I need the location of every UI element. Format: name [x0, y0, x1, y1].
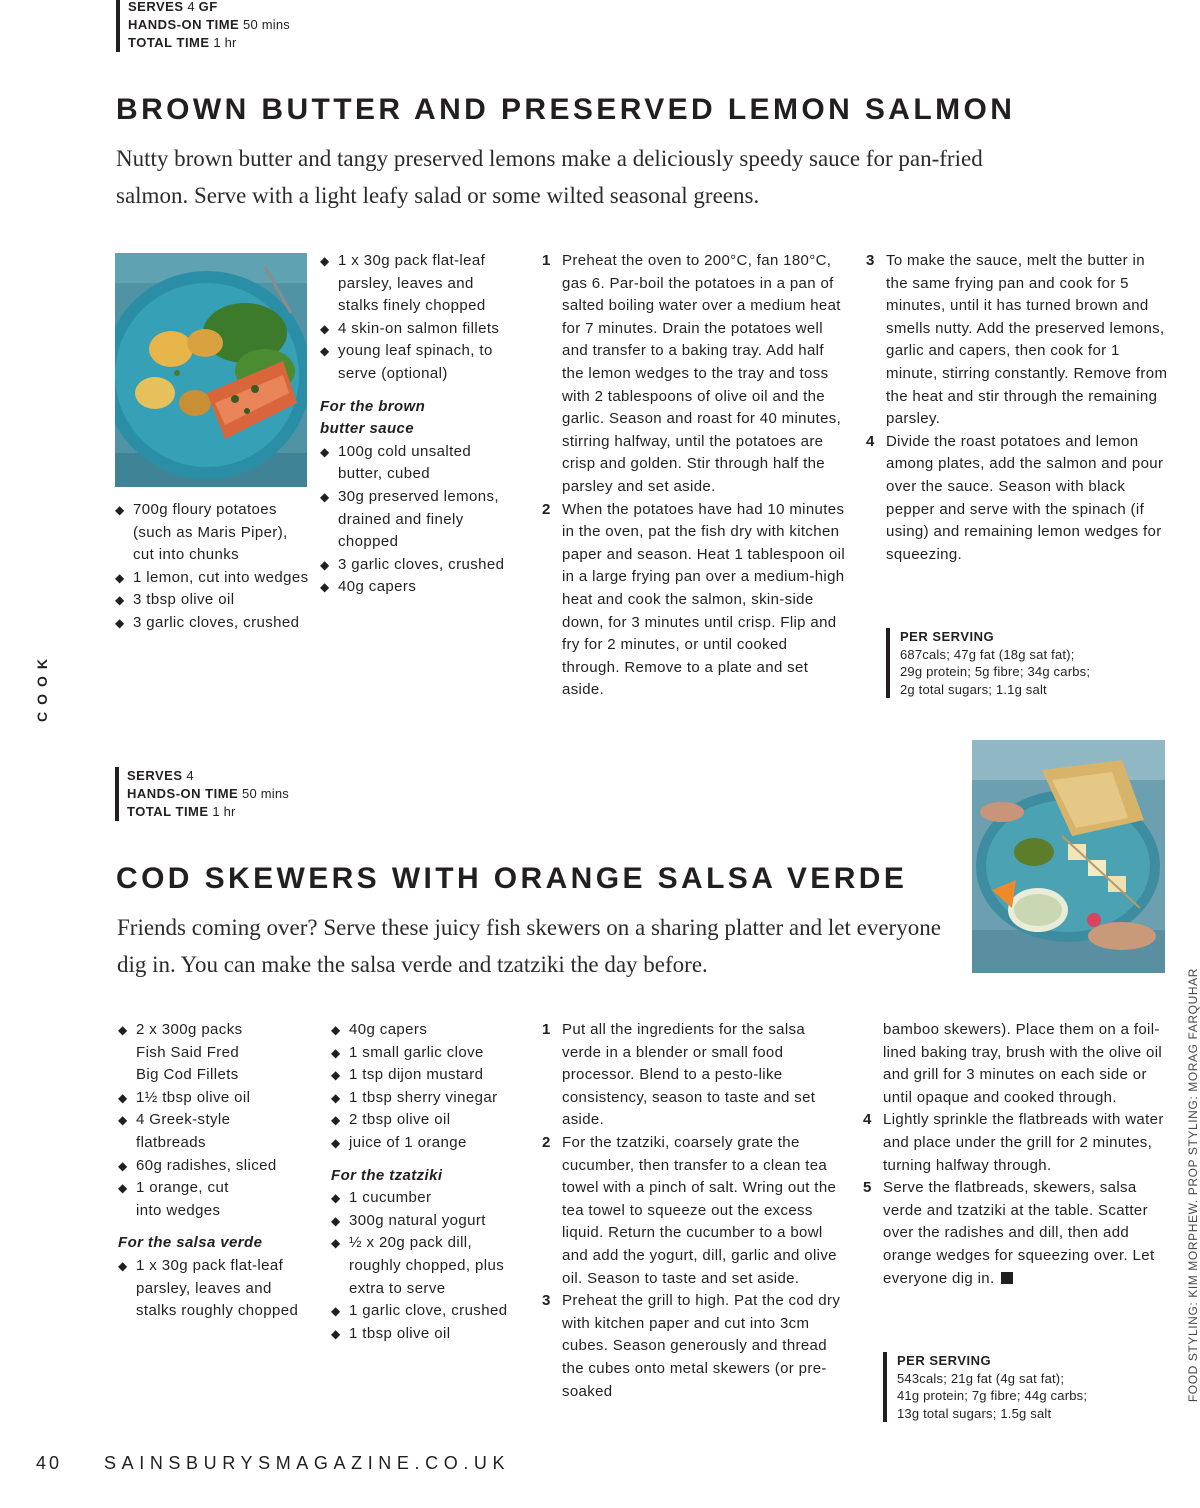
ingredient-item: ◆ 300g natural yogurt — [331, 1210, 531, 1233]
page-number: 40 — [36, 1453, 63, 1473]
ingredient-item: ◆ 1 tbsp sherry vinegar — [331, 1087, 531, 1110]
ingredient-item: ◆ ½ x 20g pack dill, roughly chopped, plus extra to serve — [331, 1232, 509, 1300]
recipe1-ingredients-b — [320, 250, 515, 599]
salmon-dish-photo — [115, 253, 307, 487]
step-number: 1 — [542, 252, 551, 269]
magazine-site: SAINSBURYSMAGAZINE.CO.UK — [104, 1453, 511, 1473]
step-text: Preheat the grill to high. Pat the cod dry with kitchen paper and cut into 3cm cubes. Season generously and thread the cubes onto metal skewers (or pre-soaked — [562, 1292, 841, 1400]
end-of-article-mark — [1001, 1272, 1013, 1284]
handson-label: HANDS-ON TIME — [127, 786, 239, 801]
gf-badge: GF — [198, 0, 218, 14]
ingredient-item: ◆ 2 tbsp olive oil — [331, 1109, 531, 1132]
recipe1-ingredients-a — [115, 499, 310, 635]
nutrition-line: 687cals; 47g fat (18g sat fat); — [900, 646, 1075, 662]
tzatziki-heading: For the tzatziki — [331, 1166, 443, 1184]
recipe1-title: BROWN BUTTER AND PRESERVED LEMON SALMON — [116, 93, 1016, 126]
ingredient-item: ◆ 4 Greek-style flatbreads — [118, 1109, 246, 1154]
method-step — [863, 1109, 1168, 1177]
step-number: 4 — [866, 432, 875, 450]
ingredient-item: ◆ 700g floury potatoes (such as Maris Piper), cut into chunks — [115, 499, 310, 567]
ingredient-item: ◆ 1 tbsp olive oil — [331, 1323, 531, 1346]
total-time-value: 1 hr — [213, 35, 237, 50]
step-number: 2 — [542, 500, 551, 518]
nutrition-line: 13g total sugars; 1.5g salt — [897, 1405, 1052, 1421]
step-text: Serve the flatbreads, skewers, salsa verde and tzatziki at the table. Scatter over the radishes and dill, then add orange wedges for squeezing over. Let everyone dig in. — [883, 1179, 1155, 1287]
recipe2-method-col1 — [542, 1019, 844, 1403]
ingredient-item: ◆ 60g radishes, sliced — [118, 1155, 313, 1178]
step-text: When the potatoes have had 10 minutes in the oven, pat the fish dry with kitchen paper and season. Heat 1 tablespoon oil in a large frying pan over a medium-high heat and cook the salmon, skin-side down, for 3 minutes until crisp. Flip and fry for 2 minutes, or until cooked through. Remove to a plate and set aside. — [562, 500, 846, 699]
recipe1-intro: Nutty brown butter and tangy preserved lemons make a deliciously speedy sauce for pan-fried salmon. Serve with a light leafy salad or some wilted seasonal greens. — [116, 146, 983, 208]
recipe2-ingredients-a — [118, 1019, 313, 1323]
section-side-label: COOK — [34, 652, 50, 722]
nutrition-line: 2g total sugars; 1.1g salt — [900, 681, 1047, 697]
step-text: Put all the ingredients for the salsa verde in a blender or small food processor. Blend to a pesto-like consistency, season to taste and set aside. — [562, 1021, 816, 1129]
nutrition-line: 29g protein; 5g fibre; 34g carbs; — [900, 664, 1091, 679]
step-continuation: bamboo skewers). Place them on a foil-lined baking tray, brush with the olive oil and grill for 3 minutes on each side or until opaque and cooked through. — [883, 1021, 1163, 1106]
method-step — [542, 1290, 844, 1403]
recipe1-meta — [116, 0, 388, 52]
step-text: Preheat the oven to 200°C, fan 180°C, gas 6. Par-boil the potatoes in a pan of salted boiling water over a medium heat for 7 minutes. Drain the potatoes well and transfer to a baking tray. Add half the lemon wedges to the tray and toss with 2 tablespoons of olive oil and the garlic. Season and roast for 40 minutes, stirring halfway, until the potatoes are crisp and golden. Stir through half the parsley and set aside. — [562, 252, 842, 495]
step-text: Lightly sprinkle the flatbreads with water and place under the grill for 2 minutes, turning halfway through. — [883, 1111, 1164, 1174]
ingredient-item: ◆ 3 tbsp olive oil — [115, 589, 310, 612]
method-step — [542, 1132, 844, 1290]
ingredient-item: ◆ juice of 1 orange — [331, 1132, 531, 1155]
ingredient-item: ◆ 100g cold unsalted butter, cubed — [320, 441, 515, 486]
cod-skewers-photo — [972, 740, 1165, 973]
recipe2-per-serving — [883, 1352, 1157, 1422]
nutrition-line: 41g protein; 7g fibre; 44g carbs; — [897, 1388, 1088, 1403]
ingredient-item: ◆ 40g capers — [320, 576, 515, 599]
sauce-heading: For the brown butter sauce — [320, 397, 426, 438]
total-time-label: TOTAL TIME — [128, 35, 210, 50]
handson-label: HANDS-ON TIME — [128, 17, 240, 32]
ingredient-item: ◆ 2 x 300g packs Fish Said Fred Big Cod Fillets — [118, 1019, 246, 1087]
ingredient-item: ◆ young leaf spinach, to serve (optional) — [320, 340, 515, 385]
nutrition-line: 543cals; 21g fat (4g sat fat); — [897, 1370, 1065, 1386]
recipe1-per-serving — [886, 628, 1160, 698]
salsa-verde-heading: For the salsa verde — [118, 1234, 263, 1252]
method-step — [542, 250, 847, 499]
method-step — [542, 499, 847, 702]
ingredient-item: ◆ 1 x 30g pack flat-leaf parsley, leaves and stalks finely chopped — [320, 250, 515, 318]
ingredient-item: ◆ 1 tsp dijon mustard — [331, 1064, 531, 1087]
step-text: To make the sauce, melt the butter in the same frying pan and cook for 5 minutes, until it has turned brown and smells nutty. Add the preserved lemons, garlic and capers, then cook for 1 minute, stirring constantly. Remove from the heat and stir through the remaining parsley. — [886, 252, 1168, 428]
ingredient-item: ◆ 1½ tbsp olive oil — [118, 1087, 313, 1110]
method-step — [866, 431, 1171, 567]
step-number: 2 — [542, 1133, 551, 1151]
step-number: 5 — [863, 1179, 872, 1197]
ingredient-item: ◆ 1 orange, cut into wedges — [118, 1177, 246, 1222]
ingredient-item: ◆ 3 garlic cloves, crushed — [320, 554, 515, 577]
recipe2-meta — [115, 767, 387, 821]
photo-credit: FOOD STYLING: KIM MORPHEW. PROP STYLING: MORAG FARQUHAR — [1186, 968, 1200, 1403]
ingredient-item: ◆ 1 small garlic clove — [331, 1042, 531, 1065]
ingredient-item: ◆ 1 x 30g pack flat-leaf parsley, leaves and stalks roughly chopped — [118, 1255, 301, 1323]
method-step — [542, 1019, 822, 1132]
serves-label: SERVES — [127, 768, 183, 783]
recipe2-title: COD SKEWERS WITH ORANGE SALSA VERDE — [116, 862, 908, 895]
serves-label: SERVES — [128, 0, 184, 14]
recipe1-method-col1 — [542, 250, 847, 702]
ingredient-item: ◆ 30g preserved lemons, drained and finely chopped — [320, 486, 515, 554]
method-step — [866, 250, 1171, 431]
ingredient-item: ◆ 1 garlic clove, crushed — [331, 1300, 531, 1323]
handson-value: 50 mins — [242, 786, 289, 801]
recipe1-method-col2 — [866, 250, 1171, 566]
handson-value: 50 mins — [243, 17, 290, 32]
ingredient-item: ◆ 1 lemon, cut into wedges — [115, 567, 310, 590]
per-serving-heading: PER SERVING — [897, 1353, 992, 1368]
ingredient-item: ◆ 1 cucumber — [331, 1187, 531, 1210]
recipe2-ingredients-b — [331, 1019, 531, 1345]
method-step — [863, 1177, 1168, 1290]
step-number: 4 — [863, 1111, 872, 1129]
per-serving-heading: PER SERVING — [900, 629, 995, 644]
ingredient-item: ◆ 4 skin-on salmon fillets — [320, 318, 515, 341]
step-number: 3 — [866, 252, 875, 269]
step-number: 1 — [542, 1021, 551, 1038]
serves-value: 4 — [187, 0, 195, 14]
total-time-label: TOTAL TIME — [127, 804, 209, 819]
serves-value: 4 — [186, 768, 194, 783]
recipe2-method-col2 — [863, 1019, 1168, 1290]
step-text: Divide the roast potatoes and lemon among plates, add the salmon and pour over the sauce. Season with black pepper and serve with the spinach (if using) and remaining lemon wedges for squeezing. — [886, 432, 1164, 563]
step-text: For the tzatziki, coarsely grate the cucumber, then transfer to a clean tea towel with a pinch of salt. Wring out the tea towel to squeeze out the excess liquid. Return the cucumber to a bowl and add the yogurt, dill, garlic and olive oil. Season to taste and set aside. — [562, 1133, 837, 1287]
ingredient-item: ◆ 3 garlic cloves, crushed — [115, 612, 310, 635]
recipe2-intro: Friends coming over? Serve these juicy fish skewers on a sharing platter and let everyone dig in. You can make the salsa verde and tzatziki the day before. — [117, 915, 941, 977]
total-time-value: 1 hr — [212, 804, 236, 819]
step-number: 3 — [542, 1292, 551, 1310]
ingredient-item: ◆ 40g capers — [331, 1019, 531, 1042]
